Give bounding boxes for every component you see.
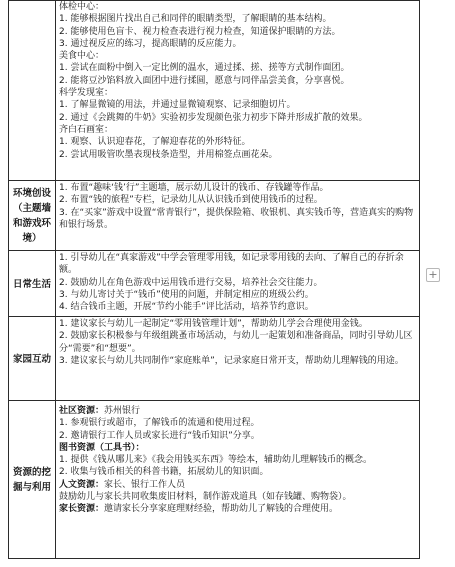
- row-content-resources: [56, 401, 420, 559]
- text-line: 2. 能够使用色盲卡、视力检查表进行视力检查，知道保护眼睛的方法。: [59, 26, 341, 37]
- text-line: 3. 通过视反应的练习，提高眼睛的反应能力。: [59, 38, 242, 49]
- resource-heading-people: [59, 479, 416, 491]
- text-line: 1. 了解显微镜的用法，并通过显微镜观察、记录细胞切片。: [59, 100, 296, 111]
- text-line: 齐白石画室：: [59, 124, 114, 135]
- list-item: 3. 与幼儿寄讨关于“钱币”使用的问题，并制定相应的班级公约。: [59, 289, 314, 300]
- list-item: 2. 鼓励幼儿在角色游戏中运用钱币进行交易，培养社会交往能力。: [59, 277, 323, 288]
- list-item: 2. 鼓励家长积极参与年级组跳蚤市场活动，与幼儿一起策划和准备商品，同时引导幼儿区分“需要”和“想要”。: [59, 331, 413, 354]
- people-title: 人文资源：: [59, 479, 105, 490]
- row-content-daily: [56, 251, 420, 317]
- row-content-top: [56, 1, 420, 181]
- table-row-resources: [9, 401, 420, 559]
- text-line: 1. 观察、认识迎春花，了解迎春花的外形特征。: [59, 137, 251, 148]
- list-item: 4. 结合钱币主题，开展“节约小能手”评比活动，培养节约意识。: [59, 302, 314, 313]
- list-item: 1. 参观银行或超市，了解钱币的流通和使用过程。: [59, 418, 260, 429]
- row-label-resources: 资源的挖掘与利用: [9, 401, 56, 559]
- parent-title: 家长资源：: [59, 504, 105, 515]
- people-text: 鼓励幼儿与家长共同收集废旧材料，制作游戏道具（如存钱罐、购物袋）。: [59, 492, 352, 503]
- row-label-environment: 环境创设（主题墙和游戏环境）: [9, 181, 56, 251]
- community-title: 社区资源：: [59, 406, 105, 416]
- text-line: 1. 能够根据图片找出自己和同伴的眼睛类型，了解眼睛的基本结构。: [59, 14, 332, 25]
- text-line: 美食中心：: [59, 51, 105, 62]
- table-row-family: [9, 317, 420, 401]
- text-line: 科学发现室：: [59, 88, 114, 99]
- row-label-empty: [9, 1, 56, 181]
- row-label-family: 家园互动: [9, 317, 56, 401]
- text-line: 1. 尝试在面粉中倒入一定比例的温水，通过揉、搓、搓等方式制作面团。: [59, 63, 350, 74]
- list-item: 2. 布置“钱的旅程”专栏，记录幼儿从认识钱币到使用钱币的过程。: [59, 195, 323, 206]
- row-content-environment: [56, 181, 420, 251]
- list-item: 2. 收集与钱币相关的科普书籍，拓展幼儿的知识面。: [59, 467, 269, 478]
- parent-value: 邀请家长分享家庭理财经验，帮助幼儿了解钱的合理使用。: [104, 504, 339, 515]
- list-item: 1. 引导幼儿在“真家游戏”中学会管理零用钱，如记录零用钱的去向、了解自己的存折余额。: [59, 253, 404, 276]
- table-row-top: [9, 1, 420, 181]
- list-item: 2. 邀请银行工作人员或家长进行“钱币知识”分享。: [59, 430, 260, 441]
- people-value: 家长、银行工作人员: [104, 479, 186, 490]
- list-item: 1. 布置“趣味‘钱’行”主题墙，展示幼儿设计的钱币、存钱罐等作品。: [59, 183, 329, 193]
- table-row-environment: [9, 181, 420, 251]
- plus-icon[interactable]: +: [426, 268, 440, 282]
- community-value: 苏州银行: [104, 406, 141, 416]
- list-item: 1. 提供《钱从哪儿来》《我会用钱买东西》等绘本，辅助幼儿理解钱币的概念。: [59, 455, 372, 466]
- list-item: 3. 在“买家”游戏中设置“常青银行”，提供保险箱、收银机、真实钱币等，营造真实的购物和银行场景。: [59, 207, 414, 230]
- text-line: 体检中心：: [59, 2, 105, 12]
- books-title: 图书资源（工具书）：: [59, 442, 145, 453]
- text-line: 2. 通过《会跳舞的牛奶》实验初步发现颜色张力初步下降并形成扩散的效果。: [59, 112, 368, 123]
- text-line: 2. 尝试用吸管吹墨表现枝条造型，并用棉签点画花朵。: [59, 149, 278, 160]
- row-label-daily: 日常生活: [9, 251, 56, 317]
- text-line: 2. 能将豆沙馅料放入面团中进行揉圆，愿意与同伴品尝美食，分享喜悦。: [59, 75, 350, 86]
- resource-heading-parent: [59, 503, 416, 515]
- list-item: 3. 建议家长与幼儿共同制作“家庭账单”，记录家庭日常开支，帮助幼儿理解钱的用途。: [59, 355, 404, 366]
- table-row-daily: [9, 251, 420, 317]
- resource-heading-community: [59, 405, 416, 417]
- activity-plan-table: [8, 0, 420, 559]
- list-item: 1. 建议家长与幼儿一起制定“零用钱管理计划”，帮助幼儿学会合理使用金钱。: [59, 319, 368, 329]
- row-content-family: [56, 317, 420, 401]
